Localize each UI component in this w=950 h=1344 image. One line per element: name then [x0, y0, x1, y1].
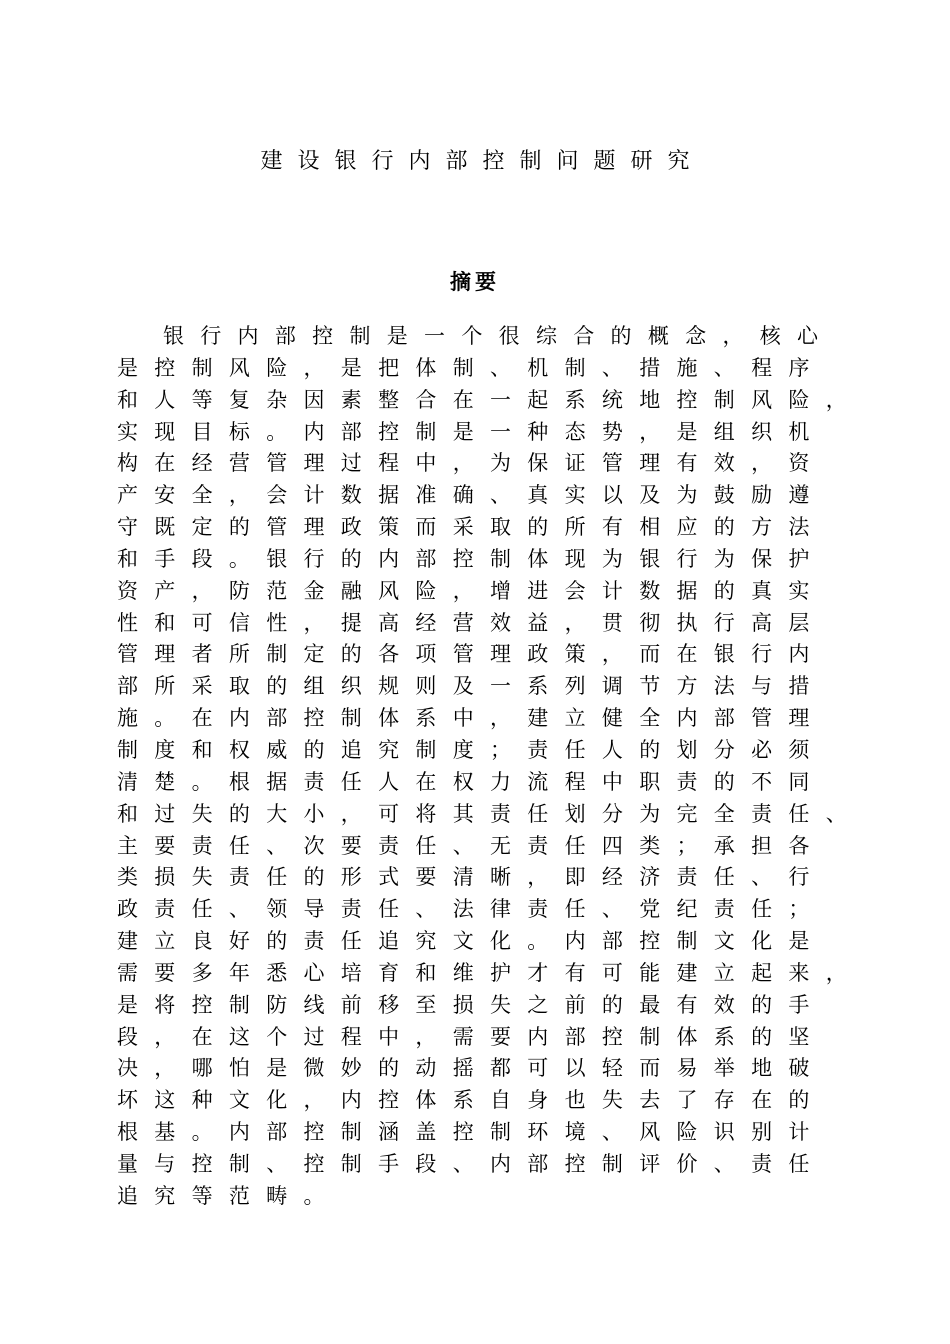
- abstract-line: 清楚。根据责任人在权力流程中职责的不同: [117, 769, 826, 794]
- abstract-line: 管理者所制定的各项管理政策，而在银行内: [117, 642, 826, 667]
- abstract-line: 决，哪怕是微妙的动摇都可以轻而易举地破: [117, 1056, 826, 1081]
- abstract-line: 实现目标。内部控制是一种态势，是组织机: [117, 419, 826, 444]
- abstract-line: 性和可信性，提高经营效益，贯彻执行高层: [117, 610, 826, 635]
- abstract-line: 根基。内部控制涵盖控制环境、风险识别计: [117, 1120, 826, 1145]
- abstract-line: 类损失责任的形式要清晰，即经济责任、行: [117, 865, 826, 890]
- abstract-line: 制度和权威的追究制度；责任人的划分必须: [117, 737, 826, 762]
- abstract-line: 坏这种文化，内控体系自身也失去了存在的: [117, 1088, 826, 1113]
- abstract-line: 主要责任、次要责任、无责任四类；承担各: [117, 833, 826, 858]
- abstract-line: 追究等范畴。: [117, 1183, 341, 1208]
- abstract-line: 政责任、领导责任、法律责任、党纪责任；: [117, 897, 826, 922]
- abstract-line: 守既定的管理政策而采取的所有相应的方法: [117, 515, 826, 540]
- abstract-line: 是将控制防线前移至损失之前的最有效的手: [117, 992, 826, 1017]
- abstract-line: 产安全，会计数据准确、真实以及为鼓励遵: [117, 483, 826, 508]
- abstract-line: 需要多年悉心培育和维护才有可能建立起来，: [117, 960, 863, 985]
- abstract-line: 和人等复杂因素整合在一起系统地控制风险，: [117, 387, 863, 412]
- abstract-line: 段，在这个过程中，需要内部控制体系的坚: [117, 1024, 826, 1049]
- document-title: 建设银行内部控制问题研究: [260, 149, 705, 174]
- abstract-line: 银行内部控制是一个很综合的概念，核心: [117, 324, 835, 348]
- abstract-line: 建立良好的责任追究文化。内部控制文化是: [117, 929, 826, 954]
- abstract-line: 是控制风险，是把体制、机制、措施、程序: [117, 355, 826, 380]
- abstract-line: 施。在内部控制体系中，建立健全内部管理: [117, 706, 826, 731]
- abstract-heading: 摘要: [450, 269, 500, 294]
- abstract-line: 部所采取的组织规则及一系列调节方法与措: [117, 674, 826, 699]
- abstract-line: 和手段。银行的内部控制体现为银行为保护: [117, 546, 826, 571]
- abstract-line: 资产，防范金融风险，增进会计数据的真实: [117, 578, 826, 603]
- abstract-body: [117, 321, 877, 1213]
- abstract-line: 量与控制、控制手段、内部控制评价、责任: [117, 1151, 826, 1176]
- abstract-line: 和过失的大小，可将其责任划分为完全责任、: [117, 801, 863, 826]
- abstract-line: 构在经营管理过程中，为保证管理有效，资: [117, 451, 826, 476]
